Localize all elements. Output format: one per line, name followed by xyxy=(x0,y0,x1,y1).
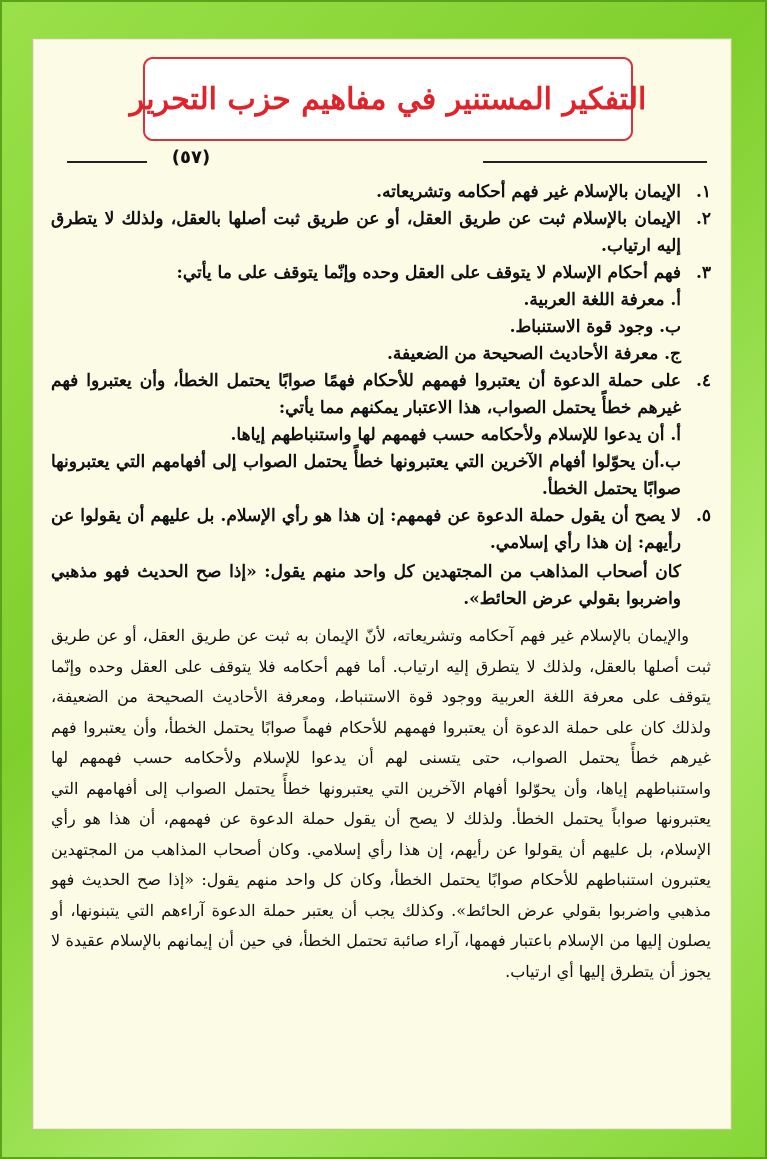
point-item xyxy=(51,503,711,613)
points-list xyxy=(51,179,711,613)
title-banner xyxy=(129,57,647,141)
point-number: ١. xyxy=(695,182,711,202)
content-panel xyxy=(32,38,732,1130)
book-title: التفكير المستنير في مفاهيم حزب التحرير xyxy=(129,81,647,117)
point-text: الإيمان بالإسلام ثبت عن طريق العقل، أو عن طريق ثبت أصلها بالعقل، ولذلك لا يتطرق إليه ارتياب. xyxy=(51,209,681,256)
sub-item: ب.أن يحوّلوا أفهام الآخرين التي يعتبرونها خطأً يحتمل الصواب إلى أفهامهم التي يعتبرونها صوابًا يحتمل الخطأ. xyxy=(51,452,681,499)
point-item xyxy=(51,179,711,206)
sub-item: ب. وجود قوة الاستنباط. xyxy=(509,317,681,337)
sub-item: أ. معرفة اللغة العربية. xyxy=(523,290,681,310)
point-text: على حملة الدعوة أن يعتبروا فهمهم للأحكام فهمًا صوابًا يحتمل الخطأ، وأن يعتبروا فهم غيرهم خطأً يحتمل الصواب، هذا الاعتبار يمكنهم مما يأتي: xyxy=(51,371,681,418)
sub-list xyxy=(51,422,681,503)
page-body xyxy=(51,179,711,987)
body-paragraph: والإيمان بالإسلام غير فهم آحكامه وتشريعاته، لأنّ الإيمان به ثبت عن طريق العقل، أو عن طريق ثبت أصلها بالعقل، ولذلك لا يتطرق إليه ارتياب. أما فهم أحكامه فلا يتوقف على العقل وحده وإنّما يتوقف على معرفة اللغة العربية ووجود قوة الاستنباط، ومعرفة الأحاديث الصحيحة من الضعيفة، ولذلك كان على حملة الدعوة أن يعتبروا فهمهم للأحكام فهماً صوابًا يحتمل الخطأ، وأن يعتبروا فهم غيرهم خطأً يحتمل الصواب، حتى يتسنى لهم أن يدعوا للإسلام ولأحكامه حسب فهمهم لها واستنباطهم إياها، وأن يحوّلوا أفهام الآخرين التي يعتبرونها خطأً يحتمل الصواب إلى أفهامهم التي يعتبرونها صواباً يحتمل الخطأ. ولذلك لا يصح أن يقول حملة الدعوة عن فهمهم، أن هذا هو رأي الإسلام، بل عليهم أن يقولوا عن رأيهم، إن هذا رأي إسلامي. وكان أصحاب المذاهب من المجتهدين يعتبرون استنباطهم للأحكام صوابًا يحتمل الخطأ، وكان كل واحد منهم يقول: «إذا صح الحديث فهو مذهبي واضربوا بقولي عرض الحائط». وكذلك يجب أن يعتبر حملة الدعوة آراءهم التي يتبنونها، أو يصلون إليها من الإسلام باعتبار فهمها، آراء صائبة تحتمل الخطأ، في حين أن إيمانهم بالإسلام عقيدة لا يجوز أن يتطرق إليها أي ارتياب. xyxy=(51,626,711,981)
point-number: ٥. xyxy=(695,506,711,526)
point-text: الإيمان بالإسلام غير فهم أحكامه وتشريعاته. xyxy=(376,182,681,202)
header-rule-right xyxy=(483,161,707,163)
page-number: (٥٧) xyxy=(171,147,211,168)
point-number: ٢. xyxy=(695,209,711,229)
quote-note: كان أصحاب المذاهب من المجتهدين كل واحد منهم يقول: «إذا صح الحديث فهو مذهبي واضربوا بقولي عرض الحائط». xyxy=(51,562,681,609)
sub-item: ج. معرفة الأحاديث الصحيحة من الضعيفة. xyxy=(386,344,681,364)
sub-item: أ. أن يدعوا للإسلام ولأحكامه حسب فهمهم لها واستنباطهم إياها. xyxy=(230,425,681,445)
sub-list xyxy=(51,287,681,368)
point-item xyxy=(51,260,711,368)
point-number: ٣. xyxy=(695,263,711,283)
point-number: ٤. xyxy=(695,371,711,391)
point-text: لا يصح أن يقول حملة الدعوة عن فهمهم: إن هذا هو رأي الإسلام. بل عليهم أن يقولوا عن رأيهم: إن هذا رأي إسلامي. xyxy=(51,506,681,553)
point-item xyxy=(51,368,711,503)
header-rule-left xyxy=(67,161,147,163)
point-item xyxy=(51,206,711,260)
point-text: فهم أحكام الإسلام لا يتوقف على العقل وحده وإنّما يتوقف على ما يأتي: xyxy=(176,263,681,283)
